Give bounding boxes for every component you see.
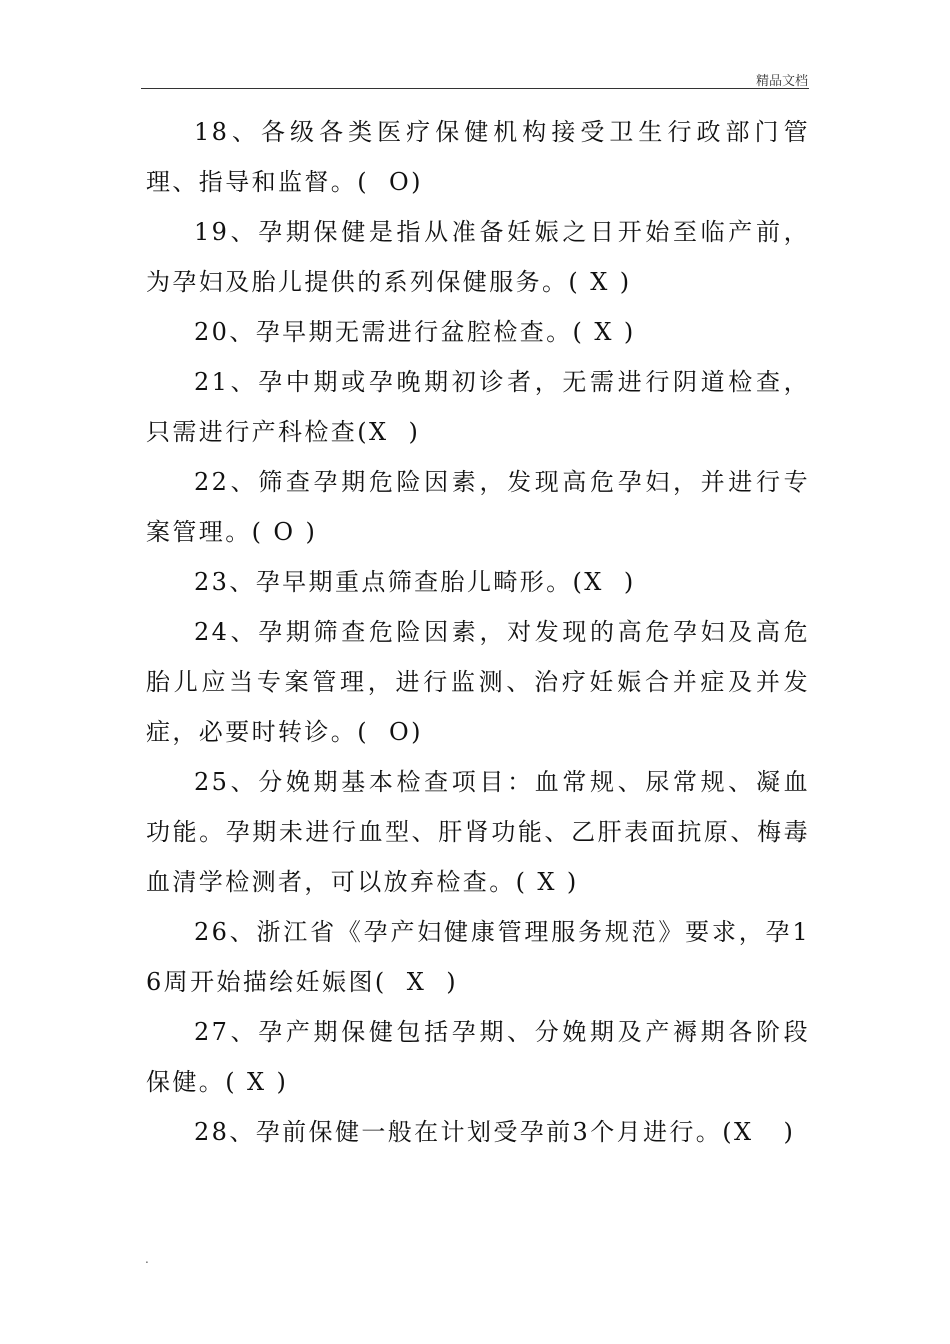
header-divider	[141, 88, 809, 89]
question-19: 19、孕期保健是指从准备妊娠之日开始至临产前，为孕妇及胎儿提供的系列保健服务。( X )	[146, 218, 810, 296]
footer-mark: .	[145, 1252, 149, 1266]
question-24: 24、孕期筛查危险因素，对发现的高危孕妇及高危胎儿应当专案管理，进行监测、治疗妊娠合并症及并发症，必要时转诊。( O)	[146, 618, 810, 746]
header-label: 精品文档	[755, 74, 808, 89]
question-22: 22、筛查孕期危险因素，发现高危孕妇，并进行专案管理。( O )	[146, 468, 810, 546]
question-26: 26、浙江省《孕产妇健康管理服务规范》要求，孕16周开始描绘妊娠图( X )	[146, 918, 810, 996]
document-body	[146, 107, 810, 1157]
question-18: 18、各级各类医疗保健机构接受卫生行政部门管理、指导和监督。( O)	[146, 118, 810, 196]
question-27: 27、孕产期保健包括孕期、分娩期及产褥期各阶段保健。( X )	[146, 1018, 810, 1096]
question-28: 28、孕前保健一般在计划受孕前3个月进行。(X )	[194, 1118, 796, 1146]
question-25: 25、分娩期基本检查项目：血常规、尿常规、凝血功能。孕期未进行血型、肝肾功能、乙肝表面抗原、梅毒血清学检测者，可以放弃检查。( X )	[146, 768, 810, 896]
question-23: 23、孕早期重点筛查胎儿畸形。(X )	[194, 568, 636, 596]
question-20: 20、孕早期无需进行盆腔检查。( X )	[194, 318, 636, 346]
question-21: 21、孕中期或孕晚期初诊者，无需进行阴道检查，只需进行产科检查(X )	[146, 368, 810, 446]
